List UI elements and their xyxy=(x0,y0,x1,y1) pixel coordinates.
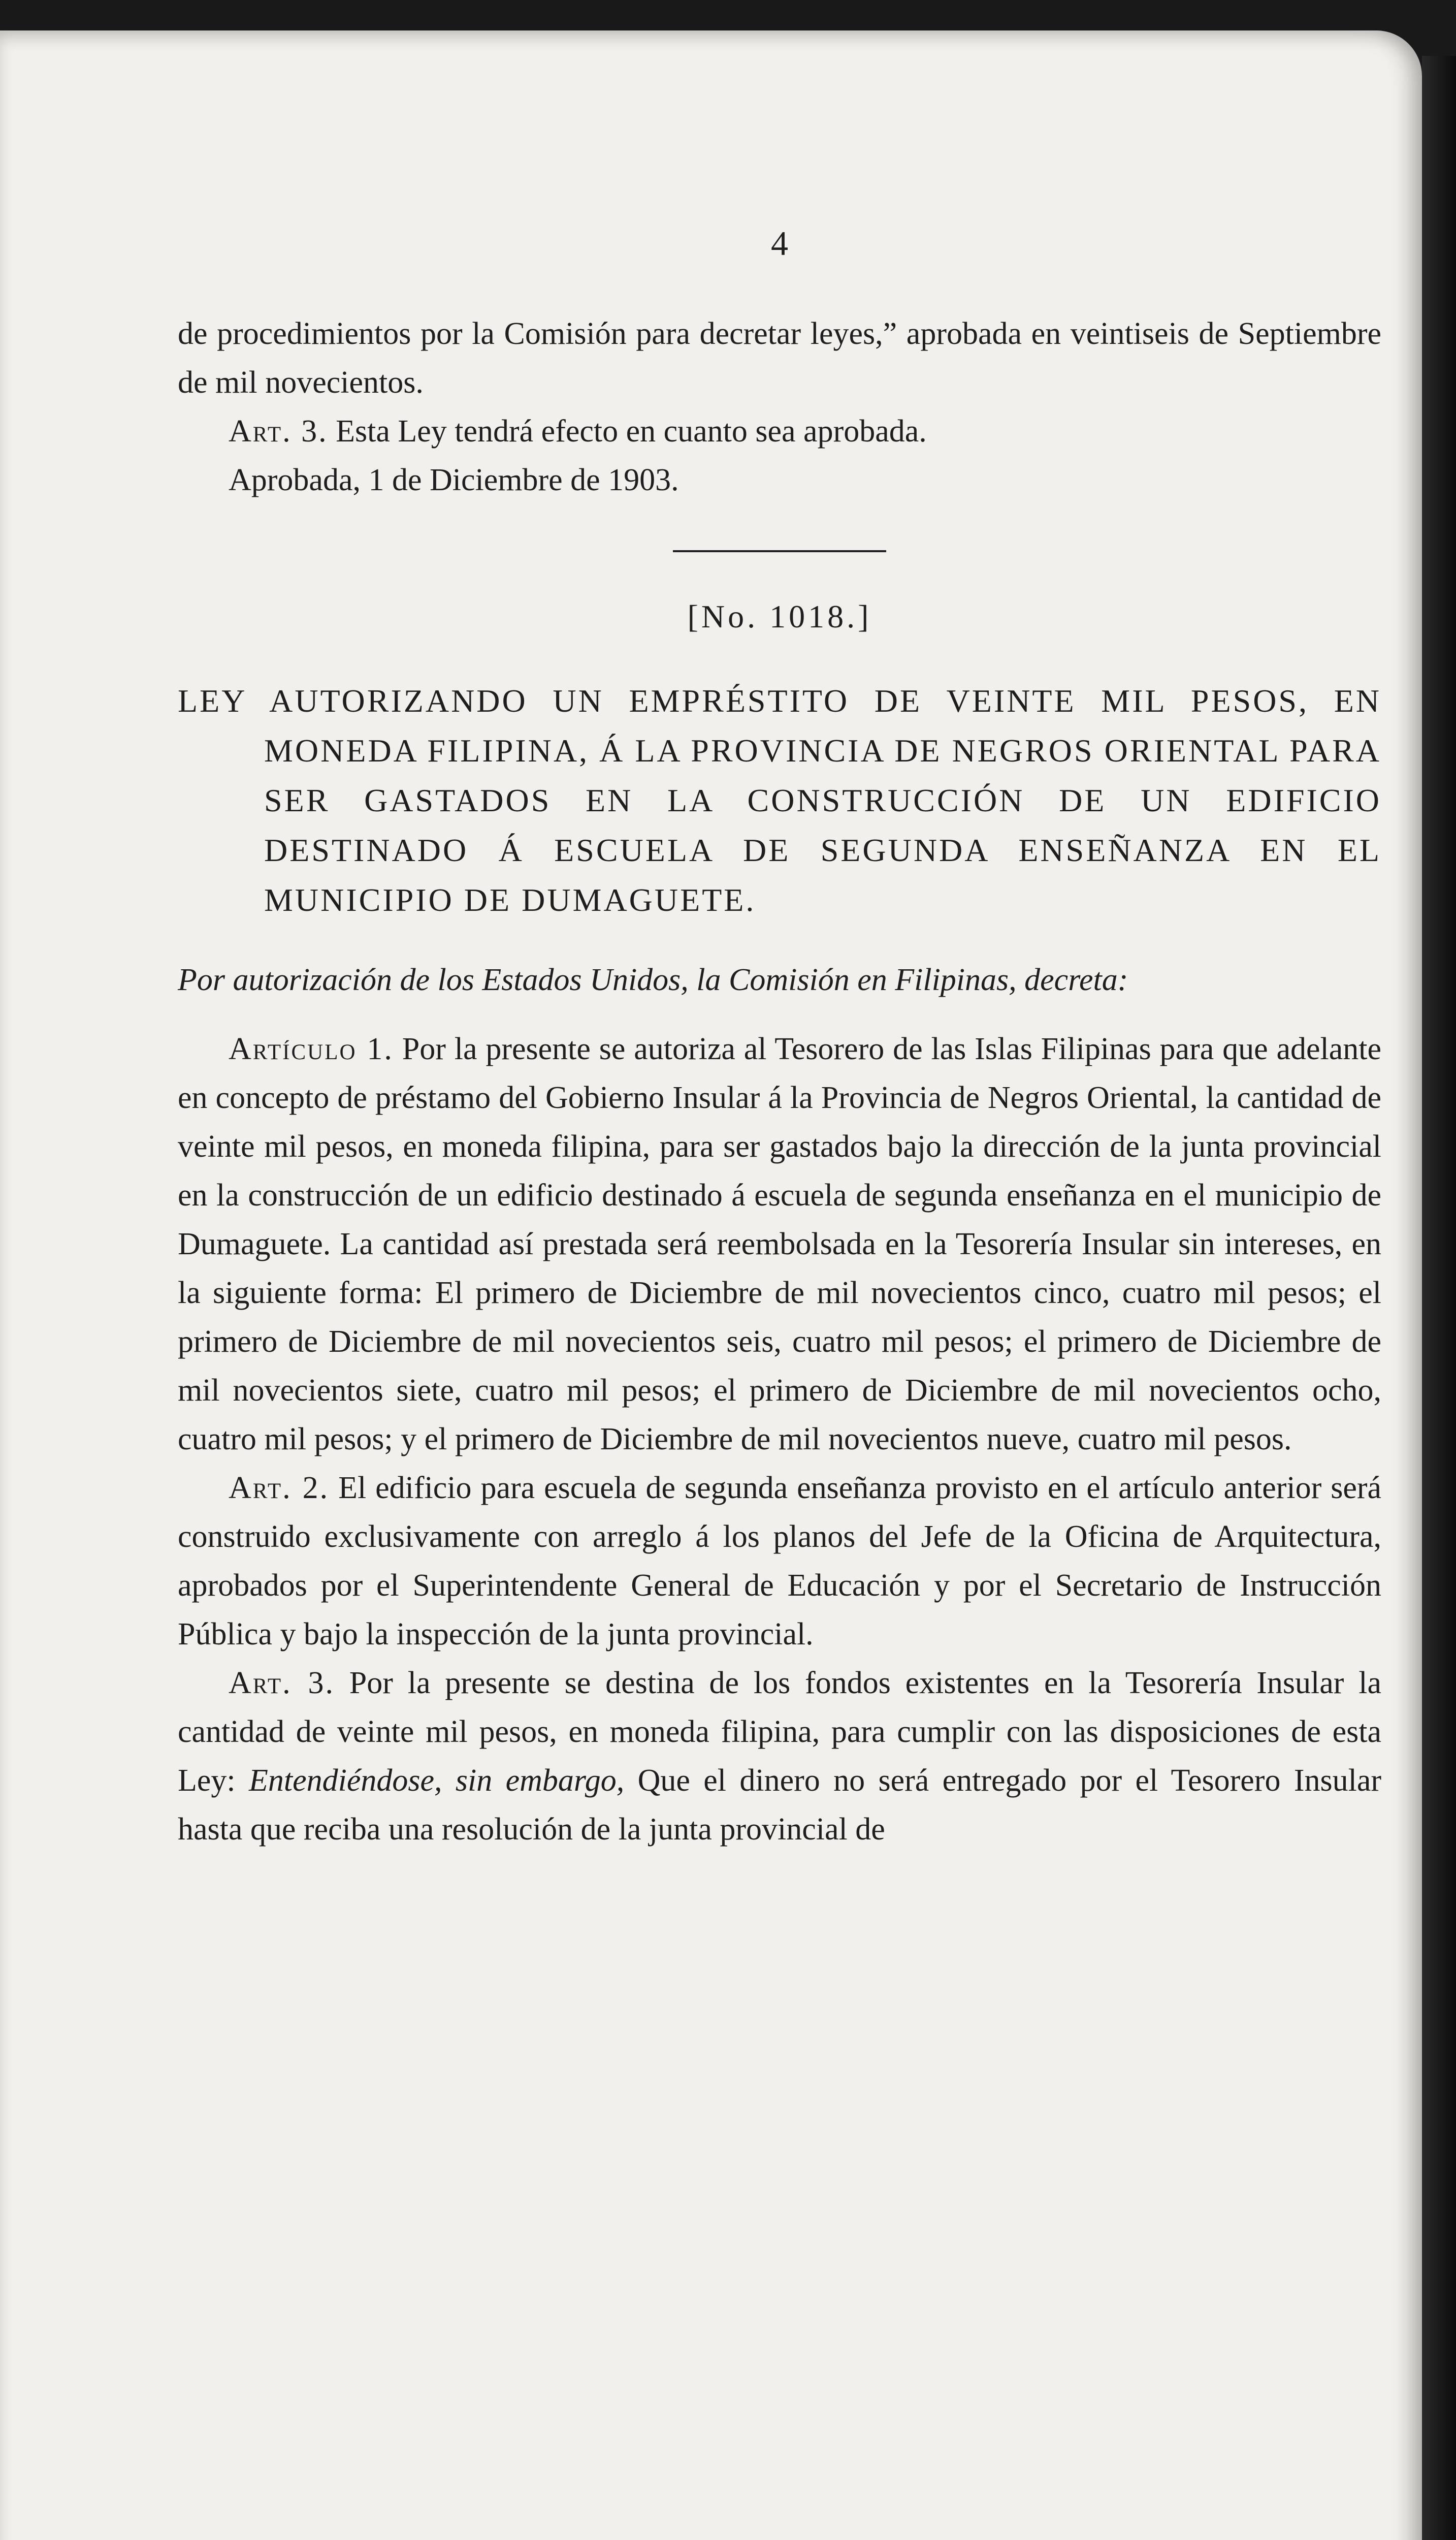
act-title: LEY AUTORIZANDO UN EMPRÉSTITO DE VEINTE MIL PESOS, EN MONEDA FILIPINA, Á LA PROVINCIA DE NEGROS ORIENTAL PARA SER GASTADOS EN LA CONSTRUCCIÓN DE UN EDIFICIO DESTINADO Á ESCUELA DE SEGUNDA ENSEÑANZA EN EL MUNICIPIO DE DUMAGUETE. xyxy=(178,683,1381,918)
intro-article-3-text: Esta Ley tendrá efecto en cuanto sea aprobada. xyxy=(328,414,927,449)
article-3-italic: Entendiéndose, sin embargo, xyxy=(248,1763,625,1798)
approval-date: Aprobada, 1 de Diciembre de 1903. xyxy=(229,463,679,497)
article-2-text: El edificio para escuela de segunda enseñanza provisto en el artículo anterior será construido exclusivamente con arreglo á los planos del Jefe de la Oficina de Arquitectura, aprobados por el Superintendente General de Educación y por el Secretario de Instrucción Pública y bajo la inspección de la junta provincial. xyxy=(178,1471,1382,1652)
intro-continuation: de procedimientos por la Comisión para decretar leyes,” aprobada en veintiseis de Septiembre de mil novecientos. xyxy=(178,316,1381,400)
article-1-label: Artículo 1. xyxy=(229,1032,394,1066)
page-content xyxy=(178,224,1381,1854)
article-3 xyxy=(178,1659,1381,1854)
article-3-label: Art. 3. xyxy=(229,1666,335,1700)
article-1 xyxy=(178,1025,1381,1464)
intro-article-3 xyxy=(178,407,1381,456)
article-2 xyxy=(178,1464,1381,1659)
article-3-text-after: Que el dinero no será entregado por el Tesorero Insular hasta que reciba una resolución de la junta provincial de xyxy=(178,1763,1381,1847)
intro-article-3-label: Art. 3. xyxy=(229,414,328,449)
page-shadow-edge xyxy=(1422,56,1456,2540)
section-divider xyxy=(673,550,886,552)
page-number: 4 xyxy=(771,224,788,263)
enacting-clause: Por autorización de los Estados Unidos, la Comisión en Filipinas, decreta: xyxy=(178,963,1128,997)
article-3-text-before: Por la presente se destina de los fondos existentes en la Tesorería Insular la cantidad de veinte mil pesos, en moneda filipina, para cumplir con las disposiciones de esta Ley: xyxy=(178,1666,1382,1798)
article-1-text: Por la presente se autoriza al Tesorero de las Islas Filipinas para que adelante en concepto de préstamo del Gobierno Insular á la Provincia de Negros Oriental, la cantidad de veinte mil pesos, en moneda filipina, para ser gastados bajo la dirección de la junta provincial en la construcción de un edificio destinado á escuela de segunda enseñanza en el municipio de Dumaguete. La cantidad así prestada será reembolsada en la Tesorería Insular sin intereses, en la siguiente forma: El primero de Diciembre de mil novecientos cinco, cuatro mil pesos; el primero de Diciembre de mil novecientos seis, cuatro mil pesos; el primero de Diciembre de mil novecientos siete, cuatro mil pesos; el primero de Diciembre de mil novecientos ocho, cuatro mil pesos; y el primero de Diciembre de mil novecientos nueve, cuatro mil pesos. xyxy=(178,1032,1381,1456)
article-2-label: Art. 2. xyxy=(229,1471,330,1505)
bill-number: [No. 1018.] xyxy=(687,598,872,634)
